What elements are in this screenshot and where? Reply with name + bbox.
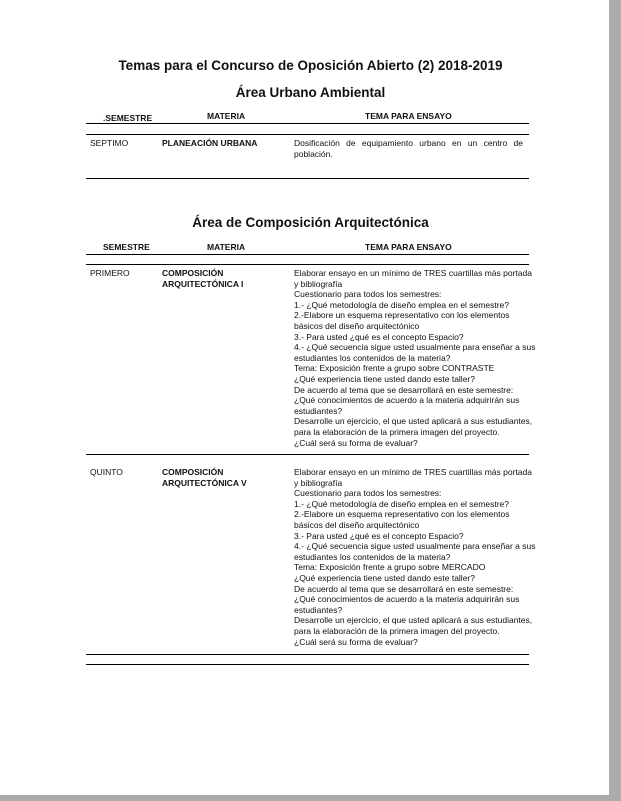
essay-line: básicos del diseño arquitectónico	[294, 519, 420, 530]
essay-line: estudiantes?	[294, 405, 343, 416]
row-divider	[86, 454, 529, 455]
essay-line: Cuestionario para todos los semestres:	[294, 488, 442, 499]
essay-line: estudiantes los contenidos de la materia?	[294, 551, 451, 562]
row-tema	[294, 467, 536, 647]
essay-line: básicos del diseño arquitectónico	[294, 320, 420, 331]
table-bottom-rule	[86, 664, 529, 665]
row-materia-line: ARQUITECTÓNICA V	[162, 477, 247, 488]
essay-line: 1.- ¿Qué metodología de diseño emplea en el semestre?	[294, 498, 509, 509]
essay-line: 2.-Elabore un esquema representativo con los elementos	[294, 310, 510, 321]
document-title: Temas para el Concurso de Oposición Abierto (2) 2018-2019	[118, 58, 503, 73]
essay-line: ¿Cuál será su forma de evaluar?	[294, 437, 418, 448]
essay-line: Tema: Exposición frente a grupo sobre MERCADO	[294, 562, 486, 573]
row-semestre: QUINTO	[90, 467, 123, 477]
header-rule	[86, 264, 529, 265]
essay-line: Elaborar ensayo en un mínimo de TRES cuartillas más portada	[294, 467, 532, 477]
essay-line: 3.- Para usted ¿qué es el concepto Espacio?	[294, 331, 464, 342]
header-semestre: .SEMESTRE	[103, 113, 153, 123]
essay-line: estudiantes?	[294, 604, 343, 615]
section-title-urbano-ambiental: Área Urbano Ambiental	[235, 85, 386, 100]
section-title-composicion: Área de Composición Arquitectónica	[192, 215, 429, 230]
essay-line: ¿Qué conocimientos de acuerdo a la materia adquirirán sus	[294, 395, 520, 406]
essay-line: 3.- Para usted ¿qué es el concepto Espacio?	[294, 530, 464, 541]
essay-line: 1.- ¿Qué metodología de diseño emplea en el semestre?	[294, 299, 509, 310]
essay-line: ¿Qué conocimientos de acuerdo a la materia adquirirán sus	[294, 594, 520, 605]
header-materia: MATERIA	[207, 242, 246, 252]
row-materia-line: COMPOSICIÓN	[162, 467, 224, 477]
essay-line: 2.-Elabore un esquema representativo con los elementos	[294, 509, 510, 520]
essay-line: para la elaboración de la primera imagen del proyecto.	[294, 625, 500, 636]
header-rule	[86, 134, 529, 135]
header-semestre: SEMESTRE	[103, 242, 150, 252]
row-materia	[162, 467, 247, 488]
essay-line: 4.- ¿Qué secuencia sigue usted usualmente para enseñar a sus	[294, 342, 536, 353]
row-materia	[162, 268, 243, 289]
table-bottom-rule	[86, 178, 529, 179]
essay-line: 4.- ¿Qué secuencia sigue usted usualmente para enseñar a sus	[294, 541, 536, 552]
viewer-background	[609, 0, 621, 801]
row-divider	[86, 654, 529, 655]
essay-line: y bibliografía	[294, 278, 343, 289]
row-tema	[294, 268, 536, 448]
essay-line: y bibliografía	[294, 477, 343, 488]
essay-line: Elaborar ensayo en un mínimo de TRES cuartillas más portada	[294, 268, 532, 278]
essay-line: ¿Qué experiencia tiene usted dando este taller?	[294, 572, 475, 583]
header-tema: TEMA PARA ENSAYO	[365, 242, 452, 252]
viewer-background	[0, 795, 621, 801]
essay-line: Cuestionario para todos los semestres:	[294, 289, 442, 300]
essay-line: De acuerdo al tema que se desarrollará en este semestre:	[294, 583, 514, 594]
header-tema: TEMA PARA ENSAYO	[365, 111, 452, 121]
essay-line: De acuerdo al tema que se desarrollará en este semestre:	[294, 384, 514, 395]
row-semestre: PRIMERO	[90, 268, 130, 278]
essay-line: Desarrolle un ejercicio, el que usted aplicará a sus estudiantes,	[294, 615, 533, 626]
essay-line: Tema: Exposición frente a grupo sobre CONTRASTE	[294, 363, 495, 374]
essay-line: para la elaboración de la primera imagen del proyecto.	[294, 426, 500, 437]
header-rule	[86, 254, 529, 255]
row-semestre: SEPTIMO	[90, 138, 129, 148]
row-materia-line: ARQUITECTÓNICA I	[162, 278, 244, 289]
essay-line: ¿Cuál será su forma de evaluar?	[294, 636, 418, 647]
row-tema: Dosificación de equipamiento urbano en un centro de población.	[294, 138, 523, 159]
essay-line: estudiantes los contenidos de la materia?	[294, 352, 451, 363]
essay-line: ¿Qué experiencia tiene usted dando este taller?	[294, 373, 475, 384]
essay-line: Desarrolle un ejercicio, el que usted aplicará a sus estudiantes,	[294, 416, 533, 427]
header-materia: MATERIA	[207, 111, 246, 121]
header-rule	[86, 123, 529, 124]
row-materia: PLANEACIÓN URBANA	[162, 138, 258, 148]
row-materia-line: COMPOSICIÓN	[162, 268, 224, 278]
